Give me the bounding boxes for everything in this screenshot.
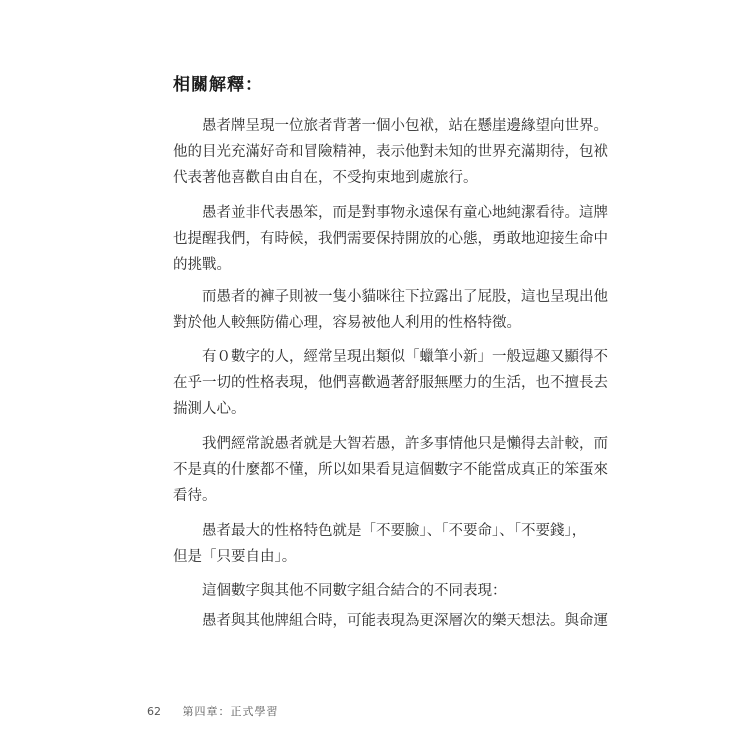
paragraph-line: 的挑戰。 <box>173 257 231 273</box>
paragraph-line: 代表著他喜歡自由自在，不受拘束地到處旅行。 <box>173 170 478 186</box>
paragraph-7 <box>173 578 583 604</box>
section-heading: 相關解釋： <box>173 75 263 95</box>
chapter-title: 第四章：正式學習 <box>182 705 279 718</box>
paragraph-6 <box>173 518 587 570</box>
page-footer <box>147 703 279 719</box>
paragraph-line: 不是真的什麼都不懂，所以如果看見這個數字不能當成真正的笨蛋來 <box>173 462 608 478</box>
paragraph-line: 揣測人心。 <box>173 401 246 417</box>
page-number: 62 <box>147 705 161 718</box>
paragraph-line: 愚者並非代表愚笨，而是對事物永遠保有童心地純潔看待。這牌 <box>202 205 608 221</box>
paragraph-line: 而愚者的褲子則被一隻小貓咪往下拉露出了屁股，這也呈現出他 <box>202 289 608 305</box>
paragraph-line: 愚者牌呈現一位旅者背著一個小包袱，站在懸崖邊緣望向世界。 <box>202 118 608 134</box>
paragraph-5 <box>173 431 608 509</box>
paragraph-line: 也提醒我們，有時候，我們需要保持開放的心態，勇敢地迎接生命中 <box>173 231 608 247</box>
paragraph-line: 我們經常說愚者就是大智若愚，許多事情他只是懶得去計較，而 <box>202 436 608 452</box>
paragraph-line: 有０數字的人，經常呈現出類似「蠟筆小新」一般逗趣又顯得不 <box>202 349 608 365</box>
paragraph-line: 這個數字與其他不同數字組合結合的不同表現： <box>202 583 507 599</box>
paragraph-2 <box>173 200 608 278</box>
paragraph-1 <box>173 113 608 191</box>
paragraph-line: 愚者與其他牌組合時，可能表現為更深層次的樂天想法。與命運 <box>202 613 608 629</box>
paragraph-line: 他的目光充滿好奇和冒險精神，表示他對未知的世界充滿期待，包袱 <box>173 144 608 160</box>
paragraph-line: 看待。 <box>173 488 217 504</box>
paragraph-4 <box>173 344 608 422</box>
paragraph-8 <box>173 608 608 634</box>
paragraph-line: 在乎一切的性格表現，他們喜歡過著舒服無壓力的生活，也不擅長去 <box>173 375 608 391</box>
paragraph-line: 對於他人較無防備心理，容易被他人利用的性格特徵。 <box>173 315 521 331</box>
paragraph-line: 但是「只要自由」。 <box>173 549 297 565</box>
paragraph-3 <box>173 284 608 336</box>
paragraph-line: 愚者最大的性格特色就是「不要臉」、「不要命」、「不要錢」， <box>202 523 587 539</box>
